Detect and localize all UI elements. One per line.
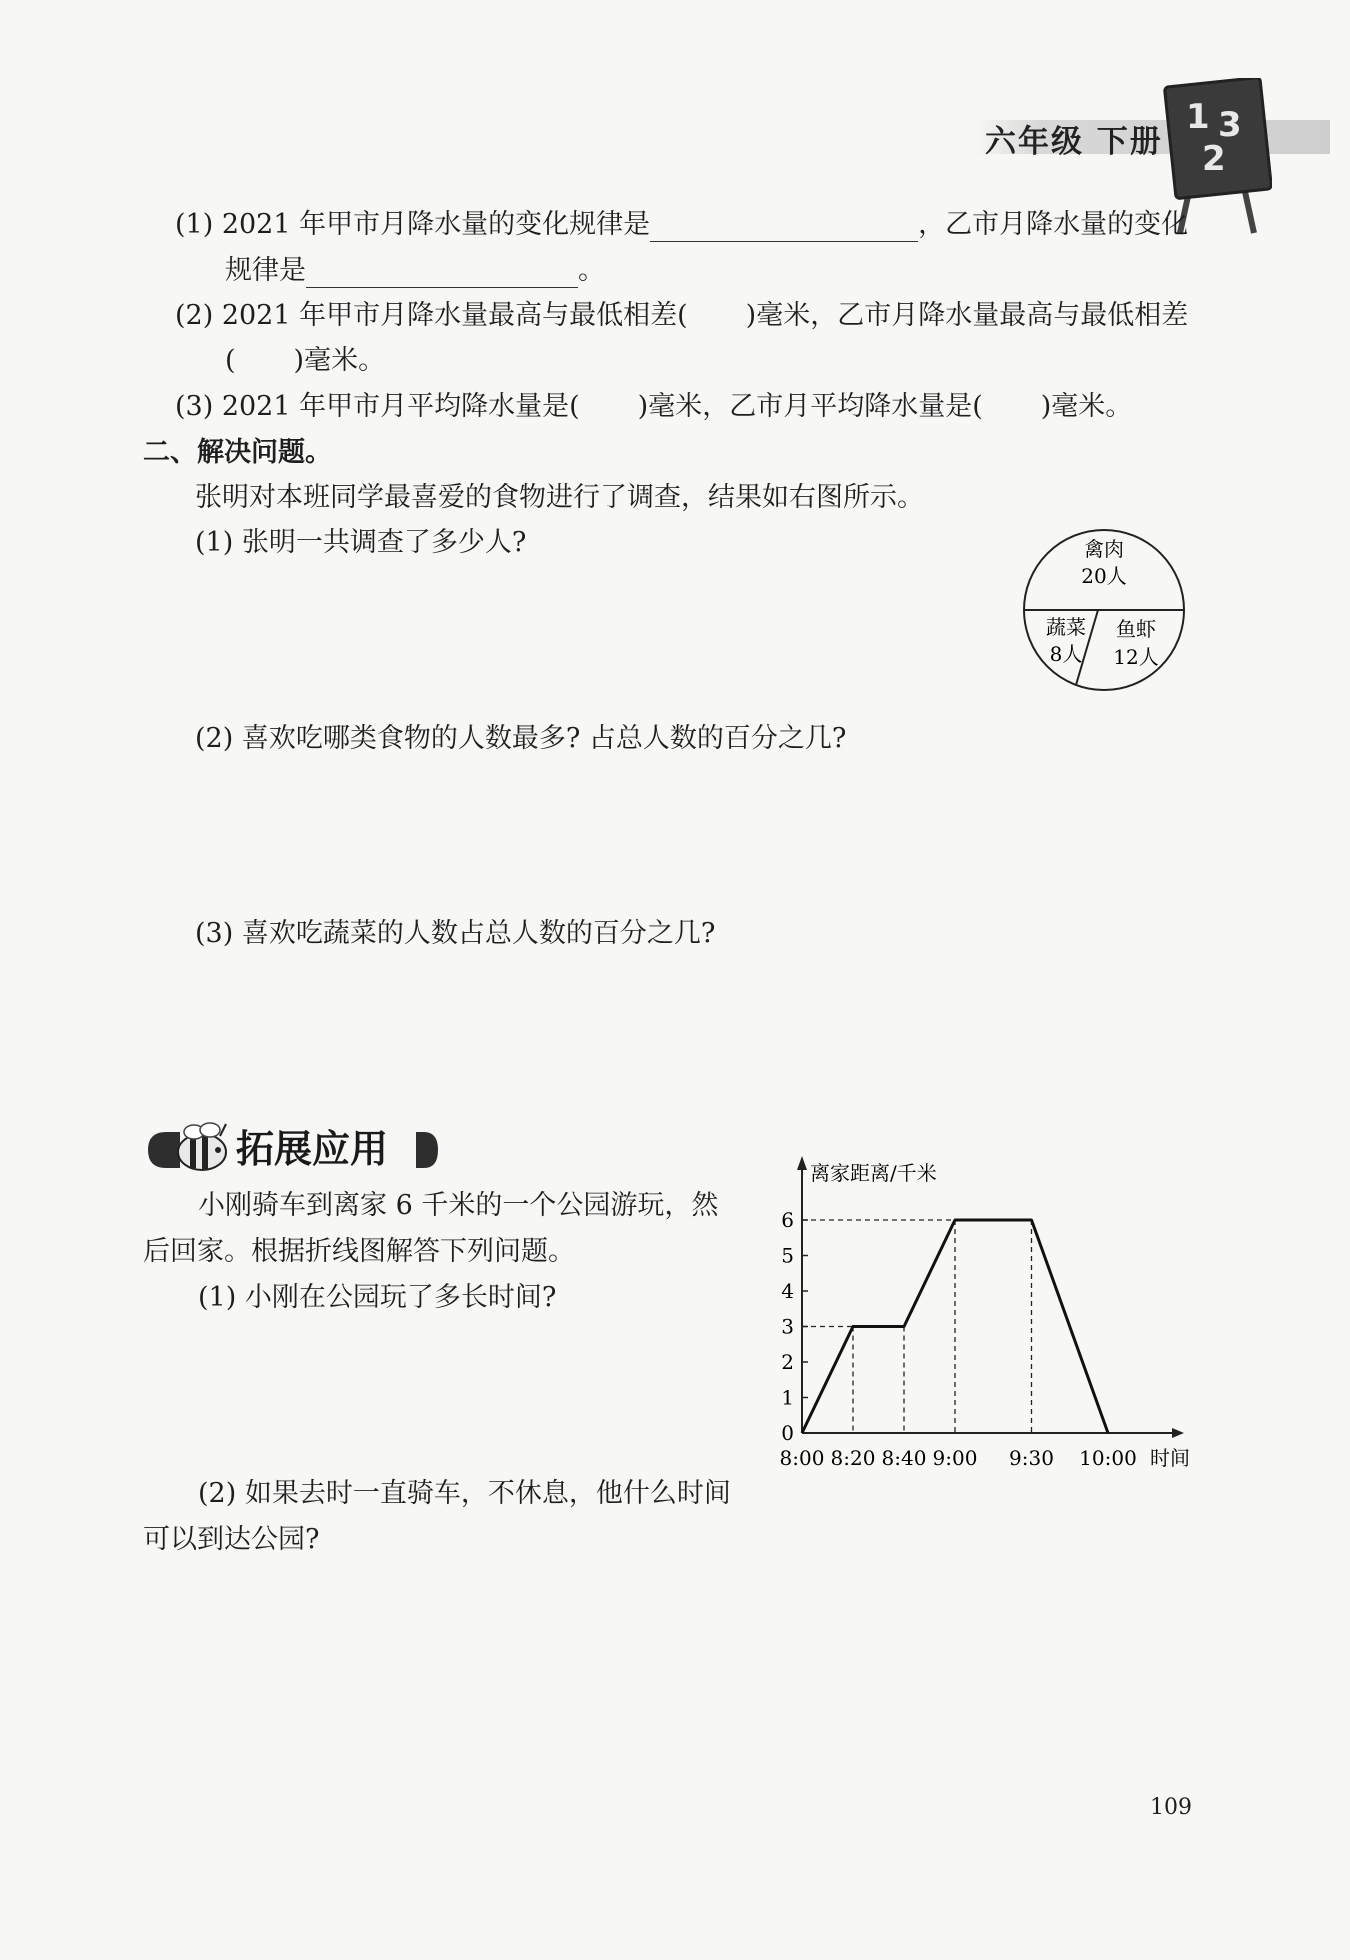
q1-text-a: (1) 2021 年甲市月降水量的变化规律是 <box>175 209 651 240</box>
y-tick-label: 6 <box>781 1208 794 1232</box>
bee-icon <box>178 1123 226 1170</box>
question-2-line-2 <box>225 344 385 378</box>
extension-intro-line-2: 后回家。根据折线图解答下列问题。 <box>143 1236 575 1267</box>
extension-question-1: (1) 小刚在公园玩了多长时间? <box>198 1282 557 1313</box>
x-tick-label: 10:00 <box>1079 1446 1137 1470</box>
y-axis-title: 离家距离/千米 <box>810 1161 937 1185</box>
pie-count-fish: 12人 <box>1113 645 1159 669</box>
badge-digit-2: 2 <box>1202 139 1226 179</box>
question-2-line-1 <box>175 299 1188 333</box>
q2-text-c: ( <box>225 345 236 376</box>
y-tick-label: 3 <box>781 1314 794 1339</box>
extension-banner <box>140 1110 450 1180</box>
question-1-line-1 <box>175 208 1188 242</box>
q2-text-d: )毫米。 <box>293 345 386 376</box>
page-number: 109 <box>1150 1795 1192 1820</box>
x-tick-label: 8:20 <box>830 1446 876 1470</box>
q2-text-b: )毫米，乙市月降水量最高与最低相差 <box>745 300 1189 331</box>
q3-text-b: )毫米，乙市月平均降水量是( <box>637 391 983 422</box>
y-axis-arrow <box>797 1156 807 1170</box>
answer-blank[interactable] <box>306 261 578 288</box>
section-heading: 二、解决问题。 <box>143 437 332 468</box>
answer-blank[interactable] <box>650 215 918 242</box>
q1-text-d: 。 <box>578 255 605 286</box>
problem-intro: 张明对本班同学最喜爱的食物进行了调查，结果如右图所示。 <box>195 482 924 513</box>
extension-intro-line-1: 小刚骑车到离家 6 千米的一个公园游玩，然 <box>198 1190 719 1221</box>
pie-label-meat: 禽肉 <box>1084 537 1124 561</box>
y-tick-label: 5 <box>781 1243 794 1268</box>
problem-question-1: (1) 张明一共调查了多少人? <box>195 527 527 558</box>
q1-text-b: ，乙市月降水量的变化 <box>918 209 1189 240</box>
distance-time-line-chart <box>760 1150 1200 1480</box>
food-preference-pie-chart <box>1020 524 1190 696</box>
x-tick-label: 8:40 <box>881 1446 927 1470</box>
banner-title: 拓展应用 <box>236 1127 389 1171</box>
y-tick-label: 2 <box>781 1350 794 1374</box>
problem-question-2: (2) 喜欢吃哪类食物的人数最多? 占总人数的百分之几? <box>195 723 847 754</box>
badge-digit-1: 1 <box>1186 97 1210 137</box>
extension-question-2-line-1: (2) 如果去时一直骑车，不休息，他什么时间 <box>198 1478 731 1509</box>
pie-count-veg: 8人 <box>1049 642 1083 666</box>
pie-label-veg: 蔬菜 <box>1046 615 1086 639</box>
x-tick-label: 8:00 <box>779 1446 825 1470</box>
pie-count-meat: 20人 <box>1081 564 1127 588</box>
x-axis-arrow <box>1172 1428 1184 1438</box>
y-tick-label: 1 <box>781 1385 794 1410</box>
x-tick-label: 9:30 <box>1009 1446 1054 1470</box>
problem-question-3: (3) 喜欢吃蔬菜的人数占总人数的百分之几? <box>195 918 716 949</box>
q1-text-c: 规律是 <box>225 255 306 286</box>
x-tick-label: 9:00 <box>932 1446 978 1470</box>
banner-right-cap <box>416 1132 438 1168</box>
q3-text-a: (3) 2021 年甲市月平均降水量是( <box>175 391 580 422</box>
y-tick-label: 0 <box>781 1421 794 1445</box>
q3-text-c: )毫米。 <box>1040 391 1133 422</box>
q2-text-a: (2) 2021 年甲市月降水量最高与最低相差( <box>175 300 688 331</box>
y-tick-label: 4 <box>781 1279 794 1303</box>
badge-digit-3: 3 <box>1218 105 1242 145</box>
extension-question-2-line-2: 可以到达公园? <box>143 1524 320 1555</box>
x-axis-title: 时间 <box>1150 1446 1190 1470</box>
question-1-line-2 <box>225 254 605 288</box>
banner-left-cap <box>148 1132 180 1168</box>
pie-label-fish: 鱼虾 <box>1116 617 1156 641</box>
question-3-line <box>175 390 1132 424</box>
grade-label: 六年级 下册 <box>985 124 1163 160</box>
